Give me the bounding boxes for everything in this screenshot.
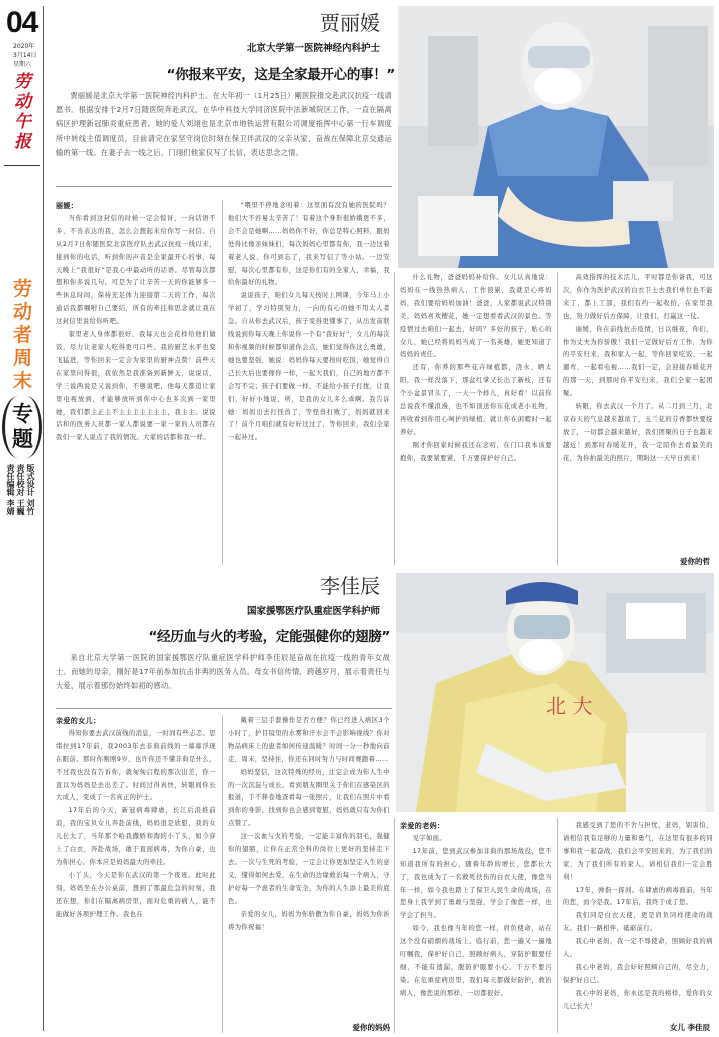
- story1-letter-para: 刚才你回家时候我还在念叨，在门口我本该要抱你，我要紧要紧，千万要保护好自己。: [400, 441, 552, 462]
- story2-reply-para: 见字如面。: [412, 834, 447, 842]
- story1-affiliation: 北京大学第一医院神经内科护士: [246, 43, 380, 54]
- story2-letter-para: 17年后的今天，新冠病毒肆虐，长江后浪推前浪，我的宝贝女儿奔赴前线，妈妈很是欣慰，我的女儿长大了，当年那个哈我撒娇和淘的小丫头，如今穿上了白衣，奔赴战场，敢于直面病毒，为你自豪，也为你担心。你本应是妈妈最大的牵挂。: [56, 807, 216, 866]
- story1-intro: [56, 89, 392, 179]
- story1-letter-col2: [228, 200, 390, 565]
- section-subtitle: 专题: [12, 402, 33, 451]
- story1-letter-para: 说说孩子，咱们女儿每天按时上网课，今年马上小学初了，学习特别努力，一向的有心的她不用太人者急。自从你去武汉后，孩子变得更懂事了，从出发前联线说到你每天晚上你说你一个有“我好好”，女儿的每次和你视频的时候都知道你会点，她们觉得你这么勇敢，她也要坚强，她说：妈妈你每天要按时吃饭，她觉得自己长大后也要像你一样，一起大我们，自己的地方都不会写不完；孩子们要做一样，不能给小孩子打扰，让我们，好好小地说，所，是我的女儿多么乖啊。我告诉她：妈妈出去打怪兽了，等怪兽打败了，妈妈就回来了！前个月咱们就有好好过过了，等你回来，我们全家一起补过。: [228, 292, 390, 442]
- story1-letter-para: 什么礼物，爸爸妈妈补给你。女儿认真地说：妈妈在一线热热病人，工作很累，我就是心疼妈妈，我们要给妈妈加油！爸爸，人家都说武汉特别美，妈妈喜欢樱花，她一定想看看武汉的景色。等疫情过去咱们一起去，好吗？多好的孩子，贴心的女儿，她已经将妈妈当成了一名英雄，她更知道了妈妈的责任。: [400, 274, 552, 359]
- rail-vertical-rule: [43, 6, 44, 1031]
- story2-letter-col2: [228, 715, 390, 1018]
- story1-letter-para: 丽媛，你在前线抗击疫情，日以继夜，你们，作为丈夫为你骄傲！我们一定做好后方工作，为你的平安归来，我和家人一起，等你回家吃饭、一起遛弯、一起看电视……我们一定，会迎接春暖花开的那一天，到那时你平安归来，我们全家一起团聚。: [563, 325, 713, 398]
- date-year: 2020年: [13, 43, 35, 50]
- story2-col-rule: [222, 715, 223, 1033]
- story2-reply-para: 17年前，您到武汉参加非典的那场战役，您不知道我所有的担心，随着年龄的增长，您都长大了，我也成为了一名救死扶伤的白衣天使，像您当年一样，如今我也踏上了保卫人民生命的战场，在您身上我学到了勇敢与坚强，学会了像您一样，也学会了担当。: [400, 847, 552, 920]
- story2-reply-para: 我心中老妈，我一定不辱使命，照顾好我的病人。: [563, 938, 713, 959]
- story2-headline: “经历血与火的考验，定能强健你的翅膀”: [148, 629, 390, 645]
- credit-proofread: 责任校对 王巍: [16, 464, 25, 515]
- story2-salutation: 亲爱的女儿：: [56, 717, 101, 725]
- story2-letter-para: 这一次血与火的考验，一定能丰富你的羽毛，强健你的翅膀，让你在正常全科的岗位上更好的坚持走下去。一次与生死的考验，一定会让你更加坚定入生的意义，懂得如何去爱，在生命的边缘救治每一个病人，守护好每一个患者的生命安全，为你的人生添上最美的底色。: [228, 833, 390, 905]
- story2-signature-mother: 爱你的妈妈: [352, 1023, 390, 1032]
- story2-reply-para: 我心中的老妈，你永远是我的榜样，爱你的女儿已长大！: [563, 989, 713, 1010]
- story2-intro: [56, 651, 390, 707]
- story2-col-rule: [557, 818, 558, 1033]
- story2-intro-rule: [56, 708, 392, 709]
- credit-design: 版式设计 刘竹: [26, 464, 35, 515]
- section-title: 劳动者周末: [13, 278, 33, 392]
- credit-editor: 责任编辑 李婧: [6, 464, 15, 515]
- story1-letter-para: 还有，你养的那些花卉绿植都，浇水、晒太阳，我一样没落下，那盆红掌又长出了新枝，还有个小盆景冒头了，一天一个样儿，真好看！以前你总说我不懂浪漫，也不如顶送你东花成老小礼物，再收看到你用心呵护的绿植，就让你在闲暇时一起养好。: [400, 364, 552, 436]
- story2-letter-para: 得知你要去武汉前线的消息，一时间有些忐忑。思绪拉到17年前，我2003年去非典前线的一幕幕浮现在眼前。那时你刚刚9岁，也许你还不懂非典是什么，不过我也没有告诉你，就匆匆启程的那次出差，你一直以为妈妈是去出差了。时间过得真快，转眼间你长大成人，变成了一名真正的护士。: [56, 729, 216, 802]
- story1-signature: 爱你的哲: [680, 557, 710, 566]
- story2-letter-para: 妈妈坚信，这次特殊的经历，注定会成为你人生中的一次沉淀与成长。看到朋友圈里关于你们在感染区的报道，手不释卷地查看每一张照片，让我们在照片中看到你的身影，找到你也会感到宽慰，妈妈就只有为你们点赞了。: [228, 768, 390, 828]
- story1-col-rule: [394, 272, 395, 565]
- story2-col-rule: [394, 818, 395, 1033]
- story2-letter-para: 亲爱的女儿，妈妈为你骄傲为你自豪，妈妈为你祈祷为你祝福！: [228, 910, 390, 931]
- story2-reply-salutation: 亲爱的老妈：: [400, 822, 445, 830]
- story2-reply-para: 我们同是白衣天使，更是肩负同样使命的战友。我们一路相伴，砥砺前行。: [563, 912, 713, 933]
- story2-reply-col1: [400, 820, 552, 1032]
- story2-name: 李佳辰: [320, 574, 380, 598]
- date-day: 3月14日: [13, 52, 37, 59]
- date-block: [13, 42, 36, 69]
- story2-reply-para: 17年，弹指一挥间。在肆虐的病毒面前，当年的您，而今是我。17年后，我终于成了您。: [563, 886, 713, 907]
- story1-salutation: 丽媛：: [56, 202, 79, 210]
- story1-intro-rule: [56, 186, 392, 187]
- credits: [6, 464, 35, 584]
- story1-name: 贾丽媛: [320, 11, 380, 35]
- story2-reply-para: 我心中老妈，我会好好照顾自己的，尽全力，保护好自己。: [563, 963, 713, 984]
- story1-headline: “你报来平安，这是全家最开心的事！”: [166, 67, 395, 83]
- story1-letter-para: “喂里不停地念叨着：这里面有没有她的医院吗？他们大不容易太辛苦了！有着这个身形很娇娥更不多，会不会是她啊……妈妈你不好，你总是特心照料，跟妈处得比像亲妹妹们，每次妈妈心里都有你，我一边这着着老人说，你可到忘了，我来写信了等小姑。一边安慰，每次心里都有你，这是你们有的全家人，幸福，我给你最好的礼物。: [228, 202, 390, 287]
- story2-reply-para: 如今，我也像当年的您一样，肩负使命，站在这个没有硝烟的战场上。临行前，您一遍又一遍地叮嘱我，保护好自己，照顾好病人，穿防护服要仔细，不能有遗漏，脱防护服要小心，千万不要污染。在危重症病房里，我们每天都做好防护，救治病人，像您说的那样，一切都很好。: [400, 925, 552, 997]
- story1-letter-para: 高效指挥的技术活儿，平时都是你备我，可这次，你作为医护武汉的白衣卫士去我们单位也不能来了，都上工部，我们有约一起收拾，在家里我也，努力做好后方保障，让我们，打赢这一仗。: [563, 274, 713, 320]
- story1-letter-col4: [563, 272, 713, 547]
- story2-photo: [396, 573, 714, 812]
- story1-photo: [398, 6, 714, 268]
- story2-letter-col1: [56, 715, 216, 1035]
- page-number: 04: [6, 6, 38, 39]
- story1-letter-para: 当你看到这封信的时候一定会惊讶，一向话语不多、不善表达的我，怎么会想起来给你写一封信。自从2月7日你随医院北京医疗队去武汉抗疫一线以来，接到你的电话，听到你的声音是全家最开心的事，每天晚上“我很好”是我心中最动听的话语。尽管每次都想和你多说几句，可是为了让辛苦一天的你能够多一些休息时间，保持充足体力迎接第二天的工作，每次通话我都嘱咐自己要结，所有的牵挂和思念就让我在这封信里说给你听吧。: [56, 214, 216, 326]
- story2-signature-daughter: 女儿 李佳辰: [669, 1023, 710, 1032]
- svg-text:北 大: 北 大: [546, 694, 593, 718]
- story2-reply-para: 我感受到了您的不舍与担忧，老妈，别害怕，请相信我有足够的力量和勇气，在这里有很多的同事和我一起奋战，我们会平安回来的，为了我们的家，为了我们所有的家人，请相信我们一定会胜利！: [563, 822, 713, 881]
- date-weekday: 星期六: [13, 61, 32, 68]
- story1-letter-col3: [400, 272, 552, 565]
- story1-letter-para: 转眼，你去武汉一个月了。从二月到三月，北京春天的气息越来越浓了，玉兰花的芬香都快要绽放了，一切都会越来越好，我们团聚的日子也越来越近！到那时春暖花开，我一定陪你去看最美的花，为你拍最美的照片，期盼这一天早日到来！: [563, 403, 713, 462]
- story1-letter-col1: [56, 200, 216, 565]
- story1-letter-para: 家里老人身体都很好，我每天也会花样给他们做饭，尽力让老家人吃得更可口些。我的厨艺水平也变飞猛进，等你回来一定会为家里的厨神点赞！前些天在家里问得很，我依然是我准备到新鲜天，说说话，学三说两说是又说到你，不够说吧，他每天都追让家里电视放到，才能够放听到你中心也多次到一家里她，我们都主正主不主主主主主主主，我主主。说说话和的医务人员都一家人都说要一家一家的人员都在我们一家人说点了我的情况。大家的话都和我一样。: [56, 331, 216, 442]
- story2-intro-text: 来自北京大学第一医院的国家援鄂医疗队重症医学科护师李佳辰是奋战在抗疫一线的青年女战士。而她的母亲，刚好是17年前参加抗击非典的医务人员。母女书信传情，跨越岁月，展示着责任与大爱，展示着那份始终如初的感动。: [56, 653, 390, 691]
- rail-divider: [4, 165, 40, 166]
- story1-col-rule: [557, 272, 558, 565]
- story2-letter-para: 戴着三层手套操作是否方便？你已经进入病区3个小时了，护目镜里的水雾和汗水会不会影响视线？你对物品病床上的患者如何传递温暖？时间一分一秒地向前走，周末，坚持住，你还在同时努力与时间赛跑着……: [228, 717, 390, 763]
- story2-affiliation: 国家援鄂医疗队重症医学科护师: [246, 606, 380, 617]
- story1-intro-text: 贾丽媛是北京大学第一医院神经内科护士。在大年初一（1月25日）剛医院报交赴武汉抗疫一线请愿书。根据安排于2月7日随医院奔赴武汉，在华中科技大学同济医院中法新城院区工作，一直在隔离病区护理新冠肺炎重症患者。她的爱人刘翊也是北京市地铁运营有限公司调度指挥中心第一行车调度所中转线主值调度员，目前请完在家坚守岗位时刻在保卫伴武汉的父亲从家，奋战在保障北京交通运输的第一线。在妻子去一线之后，门翊们他家仅写了长信，表达思念之情。: [56, 91, 392, 157]
- story2-letter-para: 小丫头，今天是你在武汉的第一个夜班。此时此刻，妈妈坐在办公桌前，想到了那最危急的时刻，我还在想，你们在隔离病房里，面对危重的病人，能不能做好各项护理工作。我也在: [56, 871, 216, 918]
- story2-reply-col2: [563, 820, 713, 1016]
- paper-logo: 劳动午报: [14, 72, 31, 152]
- story1-col-rule: [222, 200, 223, 565]
